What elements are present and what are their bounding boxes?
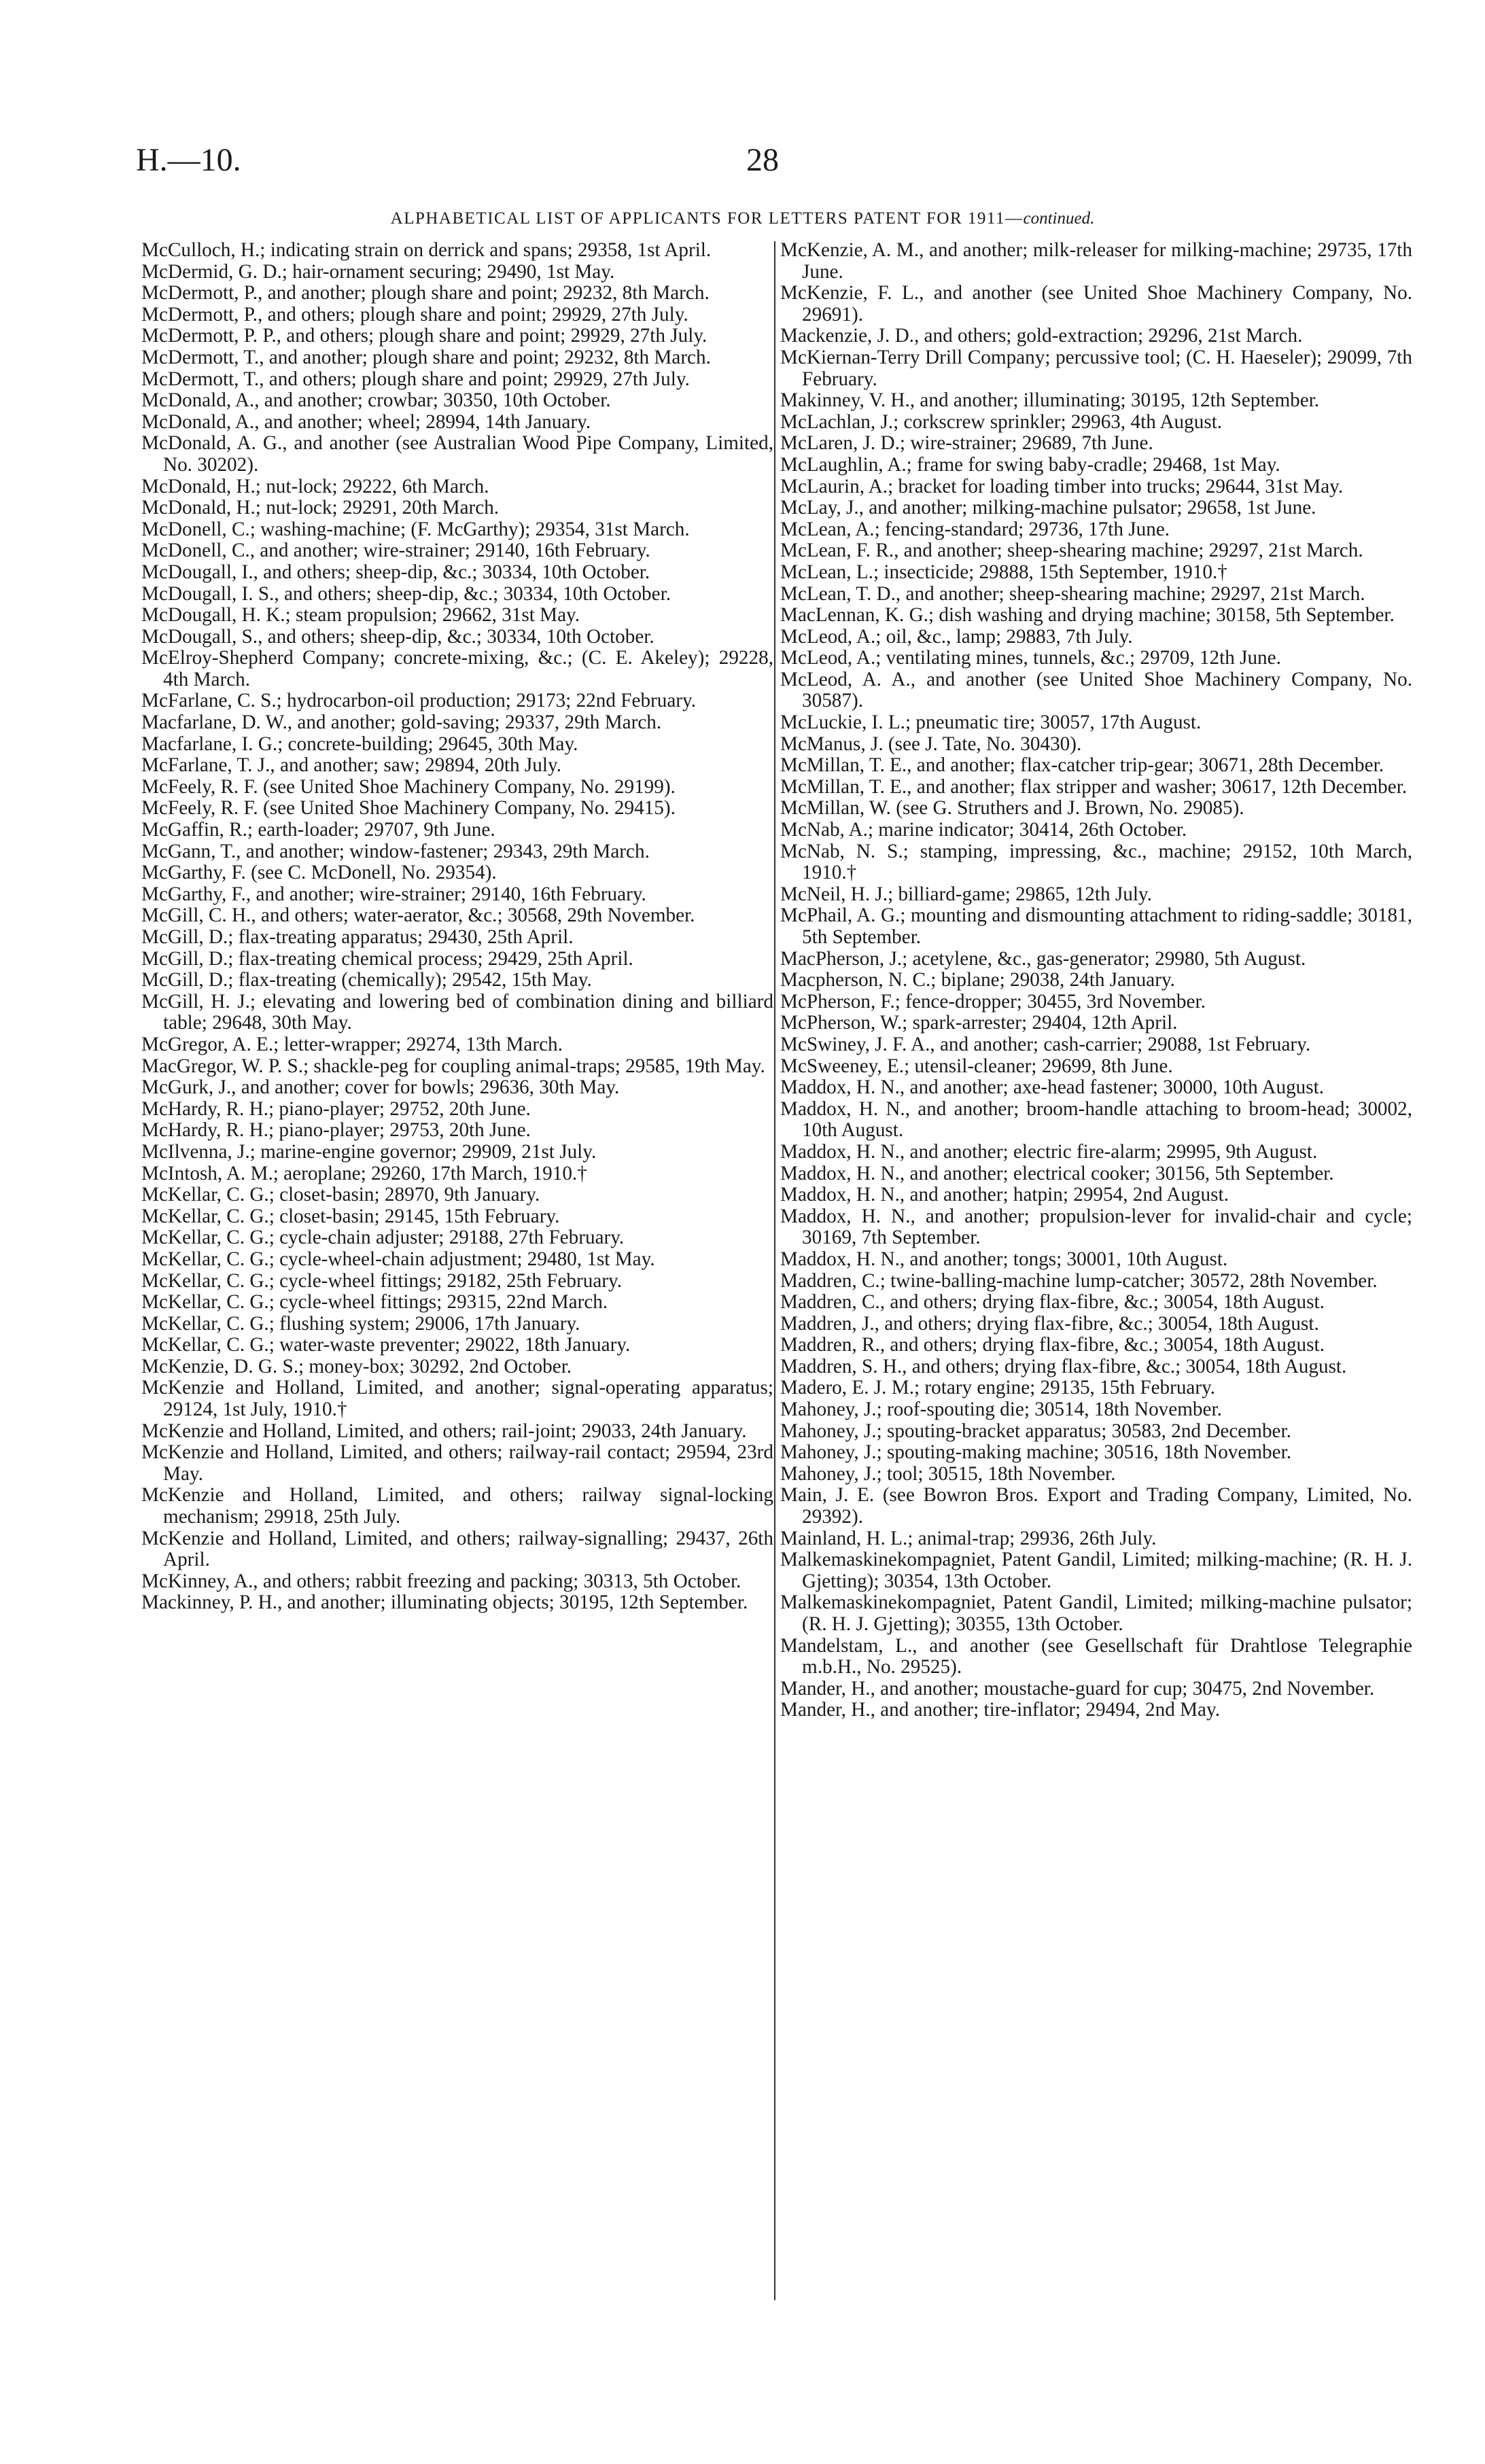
list-entry: McDonald, H.; nut-lock; 29291, 20th March. (141, 497, 500, 519)
list-entry: Maddox, H. N., and another; axe-head fastener; 30000, 10th August. (780, 1076, 1325, 1099)
list-entry: McDougall, H. K.; steam propulsion; 29662, 31st May. (141, 604, 580, 627)
list-entry: McDonald, A. G., and another (see Australian Wood Pipe Company, Limited, No. 30202). (141, 432, 773, 476)
list-entry: McLeod, A. A., and another (see United Shoe Machinery Company, No. 30587). (780, 668, 1412, 712)
list-entry: McDermott, P., and another; plough share and point; 29232, 8th March. (141, 282, 710, 304)
list-entry: McHardy, R. H.; piano-player; 29753, 20th June. (141, 1119, 531, 1142)
list-entry: MacPherson, J.; acetylene, &c., gas-generator; 29980, 5th August. (780, 947, 1306, 970)
list-entry: McGurk, J., and another; cover for bowls; 29636, 30th May. (141, 1076, 620, 1099)
list-entry: Maddox, H. N., and another; electrical cooker; 30156, 5th September. (780, 1162, 1334, 1184)
list-entry: Maddox, H. N., and another; tongs; 30001, 10th August. (780, 1248, 1228, 1270)
list-entry: McSweeney, E.; utensil-cleaner; 29699, 8th June. (780, 1055, 1173, 1077)
list-entry: McNeil, H. J.; billiard-game; 29865, 12th July. (780, 883, 1152, 905)
list-entry: McDonald, H.; nut-lock; 29222, 6th March. (141, 475, 489, 497)
list-entry: McKinney, A., and others; rabbit freezing and packing; 30313, 5th October. (141, 1570, 741, 1592)
list-entry: Mainland, H. L.; animal-trap; 29936, 26th July. (780, 1527, 1157, 1549)
list-entry: McDonell, C.; washing-machine; (F. McGarthy); 29354, 31st March. (141, 518, 690, 540)
list-entry: MacGregor, W. P. S.; shackle-peg for coupling animal-traps; 29585, 19th May. (141, 1055, 765, 1077)
list-entry: Maddox, H. N., and another; propulsion-lever for invalid-chair and cycle; 30169, 7th September. (780, 1205, 1412, 1249)
list-entry: McGill, D.; flax-treating chemical process; 29429, 25th April. (141, 947, 633, 970)
list-entry: MacLennan, K. G.; dish washing and drying machine; 30158, 5th September. (780, 604, 1395, 627)
list-entry: McGill, H. J.; elevating and lowering bed of combination dining and billiard table; 29648, 30th May. (141, 990, 773, 1034)
list-entry: McCulloch, H.; indicating strain on derrick and spans; 29358, 1st April. (141, 239, 712, 261)
list-entry: McKellar, C. G.; cycle-wheel fittings; 29182, 25th February. (141, 1269, 622, 1292)
list-entry: McDermott, P. P., and others; plough share and point; 29929, 27th July. (141, 325, 707, 347)
list-entry: McNab, N. S.; stamping, impressing, &c., machine; 29152, 10th March, 1910.† (780, 840, 1412, 884)
list-entry: McLuckie, I. L.; pneumatic tire; 30057, 17th August. (780, 711, 1202, 734)
list-entry: Mackenzie, J. D., and others; gold-extraction; 29296, 21st March. (780, 325, 1303, 347)
list-entry: McKenzie and Holland, Limited, and others; rail-joint; 29033, 24th January. (141, 1420, 747, 1442)
list-entry: Malkemaskinekompagniet, Patent Gandil, Limited; milking-machine pulsator; (R. H. J. Gjetting); 30355, 13th October. (780, 1591, 1412, 1635)
list-entry: Mahoney, J.; tool; 30515, 18th November. (780, 1462, 1116, 1485)
list-entry: Makinney, V. H., and another; illuminating; 30195, 12th September. (780, 389, 1320, 412)
list-entry: McLaughlin, A.; frame for swing baby-cradle; 29468, 1st May. (780, 453, 1280, 476)
list-entry: McLeod, A.; oil, &c., lamp; 29883, 7th July. (780, 625, 1133, 648)
list-entry: McKellar, C. G.; cycle-wheel fittings; 29315, 22nd March. (141, 1291, 608, 1314)
list-entry: McLean, T. D., and another; sheep-shearing machine; 29297, 21st March. (780, 582, 1365, 605)
list-entry: McGarthy, F. (see C. McDonell, No. 29354). (141, 862, 497, 884)
list-entry: McGaffin, R.; earth-loader; 29707, 9th June. (141, 819, 495, 841)
list-entry: McPherson, F.; fence-dropper; 30455, 3rd November. (780, 990, 1206, 1013)
list-entry: McDermott, T., and another; plough share and point; 29232, 8th March. (141, 346, 711, 368)
list-entry: McIlvenna, J.; marine-engine governor; 29909, 21st July. (141, 1140, 597, 1163)
list-entry: McFarlane, T. J., and another; saw; 29894, 20th July. (141, 754, 561, 777)
list-entry: McKenzie and Holland, Limited, and others; railway-rail contact; 29594, 23rd May. (141, 1441, 773, 1485)
list-entry: McKellar, C. G.; flushing system; 29006, 17th January. (141, 1312, 580, 1335)
list-entry: McLean, F. R., and another; sheep-shearing machine; 29297, 21st March. (780, 540, 1363, 562)
list-entry: McMillan, T. E., and another; flax stripper and washer; 30617, 12th December. (780, 775, 1408, 798)
list-entry: Maddren, S. H., and others; drying flax-fibre, &c.; 30054, 18th August. (780, 1355, 1347, 1377)
list-entry: Maddox, H. N., and another; hatpin; 29954, 2nd August. (780, 1184, 1229, 1206)
list-entry: McLay, J., and another; milking-machine pulsator; 29658, 1st June. (780, 497, 1316, 519)
list-entry: Mahoney, J.; roof-spouting die; 30514, 18th November. (780, 1398, 1222, 1421)
list-entry: Mahoney, J.; spouting-making machine; 30516, 18th November. (780, 1441, 1292, 1464)
list-entry: McKenzie, D. G. S.; money-box; 30292, 2nd October. (141, 1355, 572, 1377)
list-entry: McLeod, A.; ventilating mines, tunnels, &c.; 29709, 12th June. (780, 647, 1281, 669)
list-entry: McKenzie, F. L., and another (see United Shoe Machinery Company, No. 29691). (780, 282, 1412, 325)
list-entry: McKenzie, A. M., and another; milk-releaser for milking-machine; 29735, 17th June. (780, 239, 1412, 283)
list-entry: McKiernan-Terry Drill Company; percussive tool; (C. H. Haeseler); 29099, 7th February. (780, 346, 1412, 390)
list-entry: McDermott, P., and others; plough share and point; 29929, 27th July. (141, 303, 688, 325)
list-entry: McIntosh, A. M.; aeroplane; 29260, 17th March, 1910.† (141, 1162, 587, 1184)
list-entry: McKellar, C. G.; closet-basin; 29145, 15th February. (141, 1205, 560, 1227)
list-entry: McDermott, T., and others; plough share and point; 29929, 27th July. (141, 368, 690, 390)
list-entry: McFeely, R. F. (see United Shoe Machinery Company, No. 29199). (141, 775, 676, 798)
list-entry: McKellar, C. G.; cycle-wheel-chain adjustment; 29480, 1st May. (141, 1248, 655, 1270)
title-continued: continued. (1023, 209, 1095, 228)
list-entry: McLachlan, J.; corkscrew sprinkler; 29963, 4th August. (780, 410, 1223, 433)
list-entry: McManus, J. (see J. Tate, No. 30430). (780, 733, 1082, 755)
section-code: H.—10. (136, 142, 241, 178)
list-entry: Macfarlane, D. W., and another; gold-saving; 29337, 29th March. (141, 711, 662, 734)
list-entry: McGregor, A. E.; letter-wrapper; 29274, 13th March. (141, 1033, 563, 1055)
list-entry: McGill, D.; flax-treating apparatus; 29430, 25th April. (141, 926, 574, 948)
list-entry: Mahoney, J.; spouting-bracket apparatus; 30583, 2nd December. (780, 1420, 1291, 1442)
list-entry: Maddren, R., and others; drying flax-fibre, &c.; 30054, 18th August. (780, 1334, 1325, 1356)
list-entry: McDougall, I. S., and others; sheep-dip, &c.; 30334, 10th October. (141, 582, 671, 605)
list-entry: McMillan, W. (see G. Struthers and J. Brown, No. 29085). (780, 797, 1244, 820)
list-entry: McDermid, G. D.; hair-ornament securing; 29490, 1st May. (141, 260, 615, 283)
list-entry: McLean, A.; fencing-standard; 29736, 17th June. (780, 518, 1170, 540)
list-entry: Mander, H., and another; moustache-guard for cup; 30475, 2nd November. (780, 1677, 1375, 1700)
list-entry: McElroy-Shepherd Company; concrete-mixing, &c.; (C. E. Akeley); 29228, 4th March. (141, 647, 773, 690)
list-entry: McKenzie and Holland, Limited, and others; railway-signalling; 29437, 26th April. (141, 1527, 773, 1571)
list-entry: McDougall, S., and others; sheep-dip, &c.; 30334, 10th October. (141, 625, 654, 648)
list-entry: Madero, E. J. M.; rotary engine; 29135, 15th February. (780, 1377, 1216, 1399)
list-entry: Mackinney, P. H., and another; illuminating objects; 30195, 12th September. (141, 1591, 748, 1614)
list-entry: Macpherson, N. C.; biplane; 29038, 24th January. (780, 969, 1175, 991)
list-entry: McSwiney, J. F. A., and another; cash-carrier; 29088, 1st February. (780, 1033, 1311, 1055)
list-entry: McKellar, C. G.; closet-basin; 28970, 9th January. (141, 1184, 540, 1206)
list-entry: McDougall, I., and others; sheep-dip, &c.; 30334, 10th October. (141, 561, 650, 583)
list-entry: McKenzie and Holland, Limited, and others; railway signal-locking mechanism; 29918, 25th July. (141, 1484, 773, 1528)
list-entry: Maddox, H. N., and another; electric fire-alarm; 29995, 9th August. (780, 1140, 1318, 1163)
list-entry: Macfarlane, I. G.; concrete-building; 29645, 30th May. (141, 733, 578, 755)
list-entry: McKenzie and Holland, Limited, and another; signal-operating apparatus; 29124, 1st July, 1910.† (141, 1377, 773, 1421)
list-entry: Malkemaskinekompagniet, Patent Gandil, Limited; milking-machine; (R. H. J. Gjetting); 30354, 13th October. (780, 1549, 1412, 1592)
page-number: 28 (746, 142, 779, 178)
list-entry: McLaurin, A.; bracket for loading timber into trucks; 29644, 31st May. (780, 475, 1344, 497)
list-entry: McPherson, W.; spark-arrester; 29404, 12th April. (780, 1012, 1178, 1034)
list-entry: Maddren, C.; twine-balling-machine lump-catcher; 30572, 28th November. (780, 1269, 1378, 1292)
list-entry: McFeely, R. F. (see United Shoe Machinery Company, No. 29415). (141, 797, 676, 820)
list-entry: McKellar, C. G.; cycle-chain adjuster; 29188, 27th February. (141, 1227, 625, 1249)
list-entry: Mander, H., and another; tire-inflator; 29494, 2nd May. (780, 1699, 1220, 1721)
list-entry: McFarlane, C. S.; hydrocarbon-oil production; 29173; 22nd February. (141, 690, 697, 712)
list-entry: McGill, C. H., and others; water-aerator, &c.; 30568, 29th November. (141, 904, 695, 927)
list-entry: Maddren, J., and others; drying flax-fibre, &c.; 30054, 18th August. (780, 1312, 1319, 1335)
list-entry: Maddren, C., and others; drying flax-fibre, &c.; 30054, 18th August. (780, 1291, 1325, 1314)
list-entry: McDonald, A., and another; wheel; 28994, 14th January. (141, 410, 591, 433)
column-divider (774, 241, 775, 2300)
list-entry: Maddox, H. N., and another; broom-handle attaching to broom-head; 30002, 10th August. (780, 1097, 1412, 1142)
list-entry: McHardy, R. H.; piano-player; 29752, 20th June. (141, 1097, 531, 1120)
list-entry: McMillan, T. E., and another; flax-catcher trip-gear; 30671, 28th December. (780, 754, 1384, 777)
title-main: ALPHABETICAL LIST OF APPLICANTS FOR LETTERS PATENT FOR 1911— (390, 209, 1024, 228)
list-entry: McGarthy, F., and another; wire-strainer; 29140, 16th February. (141, 883, 646, 905)
list-entry: McPhail, A. G.; mounting and dismounting attachment to riding-saddle; 30181, 5th September. (780, 904, 1412, 948)
list-entry: McGill, D.; flax-treating (chemically); 29542, 15th May. (141, 969, 592, 991)
list-entry: McNab, A.; marine indicator; 30414, 26th October. (780, 819, 1187, 841)
list-entry: McGann, T., and another; window-fastener; 29343, 29th March. (141, 840, 650, 862)
right-column (780, 240, 1412, 1721)
list-entry: McLaren, J. D.; wire-strainer; 29689, 7th June. (780, 432, 1153, 455)
left-column (141, 240, 773, 1614)
list-entry: Main, J. E. (see Bowron Bros. Export and Trading Company, Limited, No. 29392). (780, 1484, 1412, 1528)
list-entry: McLean, L.; insecticide; 29888, 15th September, 1910.† (780, 561, 1227, 583)
list-entry: Mandelstam, L., and another (see Gesellschaft für Drahtlose Telegraphie m.b.H., No. 29525). (780, 1634, 1412, 1678)
list-entry: McDonald, A., and another; crowbar; 30350, 10th October. (141, 389, 611, 412)
page-title (0, 209, 1485, 228)
list-entry: McKellar, C. G.; water-waste preventer; 29022, 18th January. (141, 1334, 631, 1356)
list-entry: McDonell, C., and another; wire-strainer; 29140, 16th February. (141, 540, 650, 562)
